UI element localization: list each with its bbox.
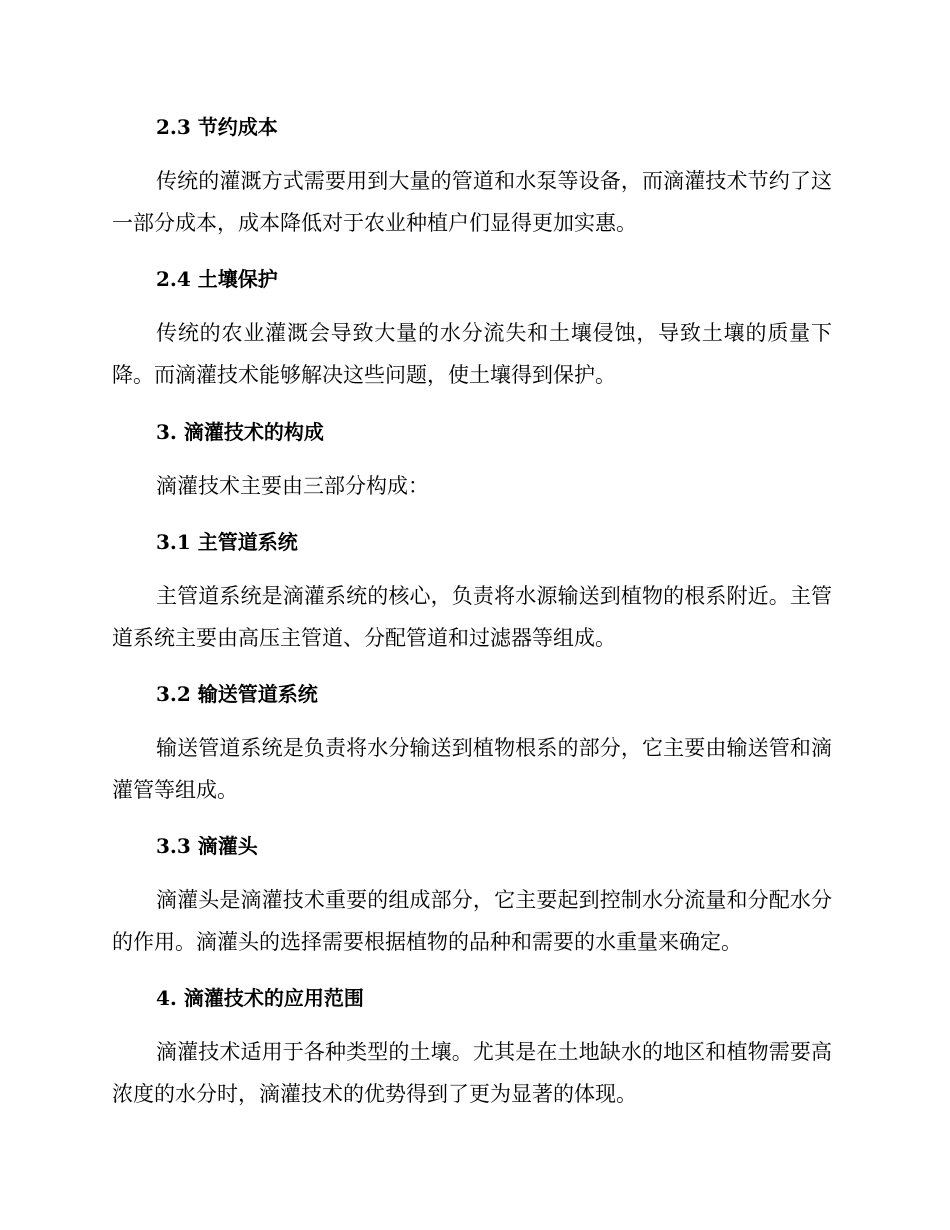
section-heading-3: 3. 滴灌技术的构成 — [156, 420, 324, 444]
section-heading-3-3: 3.3 滴灌头 — [156, 834, 258, 858]
paragraph-4: 滴灌技术适用于各种类型的土壤。尤其是在土地缺水的地区和植物需要高浓度的水分时，滴灌技术的优势得到了更为显著的体现。 — [112, 1040, 832, 1106]
paragraph-3-1: 主管道系统是滴灌系统的核心，负责将水源输送到植物的根系附近。主管道系统主要由高压主管道、分配管道和过滤器等组成。 — [112, 584, 832, 650]
section-heading-2-3: 2.3 节约成本 — [156, 115, 278, 139]
paragraph-2-3: 传统的灌溉方式需要用到大量的管道和水泵等设备，而滴灌技术节约了这一部分成本，成本降低对于农业种植户们显得更加实惠。 — [112, 169, 832, 235]
section-heading-3-1: 3.1 主管道系统 — [156, 530, 298, 554]
paragraph-3-intro: 滴灌技术主要由三部分构成： — [156, 474, 429, 498]
section-heading-4: 4. 滴灌技术的应用范围 — [156, 986, 364, 1010]
paragraph-3-3: 滴灌头是滴灌技术重要的组成部分，它主要起到控制水分流量和分配水分的作用。滴灌头的选择需要根据植物的品种和需要的水重量来确定。 — [112, 888, 832, 954]
paragraph-3-2: 输送管道系统是负责将水分输送到植物根系的部分，它主要由输送管和滴灌管等组成。 — [112, 736, 832, 802]
section-heading-2-4: 2.4 土壤保护 — [156, 267, 278, 291]
paragraph-2-4: 传统的农业灌溉会导致大量的水分流失和土壤侵蚀，导致土壤的质量下降。而滴灌技术能够解决这些问题，使土壤得到保护。 — [112, 321, 832, 387]
section-heading-3-2: 3.2 输送管道系统 — [156, 682, 318, 706]
